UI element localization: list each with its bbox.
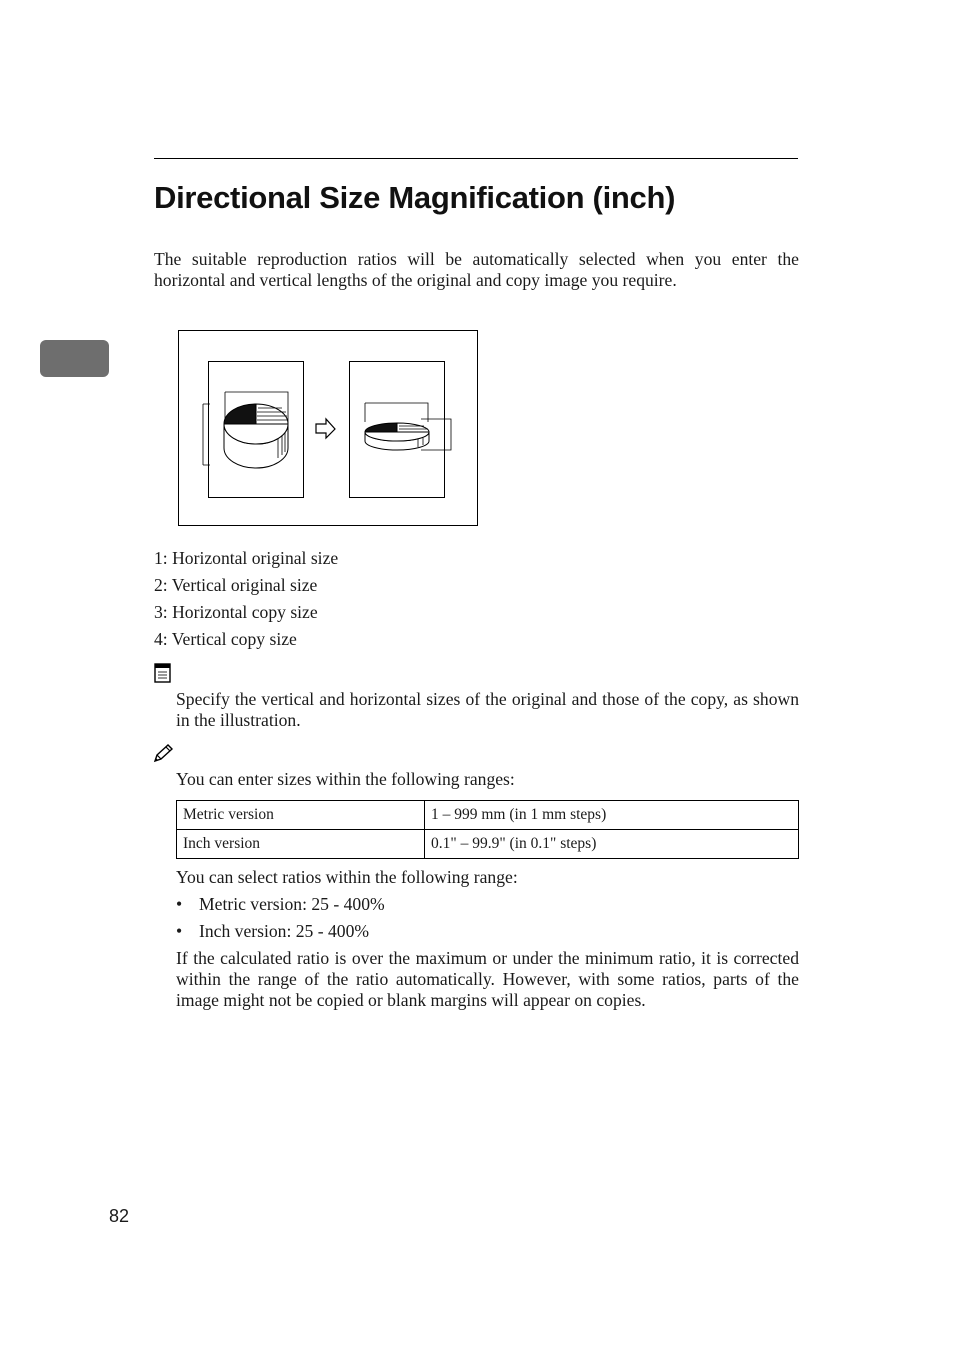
table-cell: Metric version [177,801,425,830]
size-ranges-table [176,800,799,859]
table-cell: Inch version [177,830,425,859]
size-magnification-figure [178,330,478,526]
list-item: • Metric version: 25 - 400% [176,894,385,914]
notepad-icon [154,662,172,683]
page-title: Directional Size Magnification (inch) [154,180,676,215]
header-rule [154,158,798,159]
caption-horizontal-copy: 3: Horizontal copy size [154,602,318,622]
table-cell: 1 – 999 mm (in 1 mm steps) [425,801,799,830]
table-cell: 0.1" – 99.9" (in 0.1" steps) [425,830,799,859]
bullet-text: Metric version: 25 - 400% [199,894,385,914]
chapter-tab [40,340,109,377]
important-text: Specify the vertical and horizontal sizes of the original and those of the copy, as shown in the illustration. [176,689,799,730]
table-row [177,830,799,859]
pencil-icon [153,743,175,763]
caption-horizontal-original: 1: Horizontal original size [154,548,339,568]
ranges-intro: You can enter sizes within the following ranges: [176,769,515,789]
ratio-intro: You can select ratios within the following range: [176,867,518,887]
page-number: 82 [109,1206,130,1226]
intro-paragraph: The suitable reproduction ratios will be automatically selected when you enter the horizontal and vertical lengths of the original and copy image you require. [154,249,799,290]
table-row [177,801,799,830]
caption-vertical-original: 2: Vertical original size [154,575,318,595]
list-item: • Inch version: 25 - 400% [176,921,370,941]
caption-vertical-copy: 4: Vertical copy size [154,629,297,649]
bullet-text: Inch version: 25 - 400% [199,921,370,941]
ratio-correction-paragraph: If the calculated ratio is over the maximum or under the minimum ratio, it is corrected within the range of the ratio automatically. However, with some ratios, parts of the image might not be copied or blank margins will appear on copies. [176,948,799,1010]
